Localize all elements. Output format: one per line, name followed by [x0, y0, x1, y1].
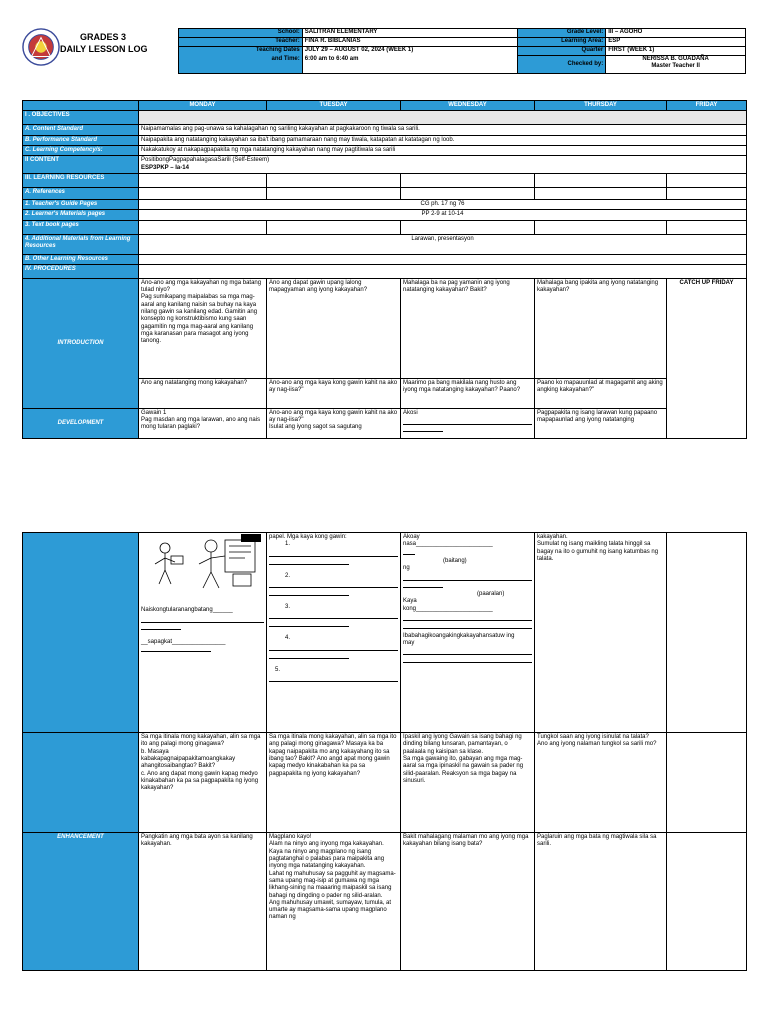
p2-wednesday-ako: Akoay — [403, 534, 420, 540]
content-label: II CONTENT — [23, 156, 139, 174]
additional-materials-value: Larawan, presentasyon — [139, 234, 747, 254]
learning-resources-label: III. LEARNING RESOURCES — [23, 173, 139, 187]
intro-monday: Ano-ano ang mga kakayahan ng mga batang tulad niyo? Pag sumikapang maipalabas sa mga mag-aaral ang kanilang naisin sa buhay na kaya nilang gawin sa kanilang edad. Gamitin ang konsepto ng konstruktibismo kung saan gagamitin ng mga mag-aaral ang kanilang mga karanasan para masagot ang iyong tanong. — [139, 278, 267, 378]
dev-monday: Gawain 1 Pag masdan ang mga larawan, ano ang nais mong tularan paglaki? — [139, 408, 267, 438]
p2-tuesday-item-5: 5. — [275, 666, 281, 673]
intro-tuesday: Ano ang dapat gawin upang lalong mapagyaman ang iyong kakayahan? — [267, 278, 401, 378]
intro-wednesday: Mahalaga ba na pag yamanin ang iyong natatanging kakayahan? Bakit? — [401, 278, 535, 378]
teaching-dates-label: Teaching Dates — [179, 47, 303, 56]
teachers-guide-value: CG ph. 17 ng 76 — [139, 199, 747, 209]
enhancement-label: ENHANCEMENT — [57, 834, 104, 840]
p2-tuesday-item-3: 3. — [285, 603, 291, 610]
p2-thursday-questions: Tungkol saan ang iyong isinulat na talata? Ano ang iyong nalaman tungkol sa sarili mo? — [535, 733, 667, 833]
school-value: SALITRAN ELEMENTARY — [302, 29, 518, 38]
p2-tuesday-intro: papel. Mga kaya kong gawin: — [269, 534, 347, 540]
introduction-label: INTRODUCTION — [57, 339, 104, 346]
page-two — [22, 532, 746, 971]
deped-seal-icon — [22, 28, 60, 66]
intro-monday-2: Ano ang natatanging mong kakayahan? — [139, 378, 267, 408]
content-code: ESP3PKP – Ia-14 — [141, 164, 189, 171]
enhancement-tuesday: Magplano kayo! Alam na ninyo ang inyong mga kakayahan. Kaya na ninyo ang magplano ng isang pagtatanghal o palabas para maipakita ang inyong mga natatanging kakayahan. Lahat ng mahuhusay sa pagguhit ay magsama-sama upang mag-isip at gumawa ng mga likhang-sining na maaaring maipaskil sa isang bahagi ng dingding o pader ng silid-aralan. Ang mahuhusay umawit, sumayaw, tumula, at umarte ay magsama-sama upang magplano naman ng — [267, 833, 401, 971]
intro-thursday-2: Paano ko mapauunlad at magagamit ang aking angking kakayahan?" — [535, 378, 667, 408]
p2-wednesday-kong: kong_______________________ — [403, 605, 493, 612]
document-header — [22, 28, 746, 92]
p2-wednesday-questions: Ipaskil ang iyong Gawain sa isang bahagi ng dinding bilang lunsaran, pamantayan, o paalaala ng kaisipan sa klase. Sa mga gawaing ito, gabayan ang mga mag-aaral sa mga ipinaskil na gawain sa pader ng silid-paaralan. Reaksyon sa mga bagay na sinusuri. — [401, 733, 535, 833]
objectives-label: I . OBJECTIVES — [23, 111, 139, 125]
teacher-label: Teacher: — [179, 38, 303, 47]
p2-monday-because: __sapagkat________________ — [141, 638, 226, 645]
school-label: School: — [179, 29, 303, 38]
p2-wednesday-may: may — [403, 640, 415, 647]
p2-tuesday-questions: Sa mga itinala mong kakayahan, alin sa mga ito ang palagi mong ginagawa? Masaya ka ba kapag naipapakita mo ang kakayahang ito sa ibang tao? Bakit? Ano angd apat mong gawin kapag medyo kinakabahan ka pa sa pagpapakita ng iyong kakayahan? — [267, 733, 401, 833]
day-header-thursday: THURSDAY — [535, 101, 667, 111]
intro-friday: CATCH UP FRIDAY — [667, 278, 747, 438]
learners-materials-label: 2. Learner's Materials pages — [23, 210, 139, 220]
additional-materials-label: 4. Additional Materials from Learning Resources — [23, 234, 139, 254]
grade-level-label: Grade Level: — [518, 29, 606, 38]
document-title: DAILY LESSON LOG — [60, 44, 148, 54]
dev-wednesday: Akosi — [403, 409, 418, 416]
content-standard-value: Naipamamalas ang pag-unawa sa kahalagahan ng sariling kakayahan at pagkakaroon ng tiwala sa sarili. — [139, 125, 747, 135]
grade-level-value: III – AGOHO — [606, 29, 746, 38]
time-label: and Time: — [179, 56, 303, 74]
checked-by-label: Checked by: — [518, 56, 606, 74]
p2-wednesday-share: Ibabahagikoangakingkakayahansatuw ing — [403, 632, 515, 639]
development-label: DEVELOPMENT — [57, 419, 104, 426]
intro-tuesday-2: Ano-ano ang mga kaya kong gawin kahit na ako ay nag-iisa?" — [267, 378, 401, 408]
teacher-value: FINA R. BIBLANIAS — [302, 38, 518, 47]
performance-standard-value: Naipapakita ang natatanging kakayahan sa iba't ibang pamamaraan nang may tiwala, katapatan at katatagan ng loob. — [139, 135, 747, 145]
teachers-guide-label: 1. Teacher's Guide Pages — [23, 199, 139, 209]
day-header-friday: FRIDAY — [667, 101, 747, 111]
p2-wednesday-kaya: Kaya — [403, 598, 417, 605]
performance-standard-label: B. Performance Standard — [23, 135, 139, 145]
content-standard-label: A. Content Standard — [23, 125, 139, 135]
references-label: A. References — [23, 187, 139, 199]
p2-thursday: kakayahan. Sumulat ng isang maikling talata hinggil sa bagay na ito o gumuhit ng isang katumbas ng talata. — [535, 533, 667, 733]
other-resources-label: B. Other Learning Resources — [23, 254, 139, 264]
p2-tuesday-item-1: 1. — [285, 541, 291, 548]
header-info-table — [178, 28, 746, 74]
checked-by-name: NERISSA B. GUADAÑA — [642, 56, 709, 62]
p2-wednesday-ng: ng — [403, 565, 410, 572]
dev-thursday: Pagpapakita ng isang larawan kung papaano mapapaunlad ang iyong natatanging — [535, 408, 667, 438]
learning-area-label: Learning Area: — [518, 38, 606, 47]
content-topic: PositibongPagpapahalagasaSarili (Self-Esteem) — [141, 157, 270, 164]
intro-wednesday-2: Maarimo pa bang makilala nang husto ang iyong mga natatanging kakayahan? Paano? — [401, 378, 535, 408]
time-value: 6:00 am to 6:40 am — [302, 56, 518, 74]
day-header-monday: MONDAY — [139, 101, 267, 111]
intro-thursday: Mahalaga bang ipakita ang iyong natatanging kakayahan? — [535, 278, 667, 378]
learning-competency-value: Nakakatukoy at nakapagpapakita ng mga natatanging kakayahan nang may pagtitiwala sa sarili — [139, 145, 747, 155]
dev-tuesday: Ano-ano ang mga kaya kong gawin kahit na ako ay nag-iisa?" Isulat ang iyong sagot sa sagutang — [267, 408, 401, 438]
p2-wednesday-paaralan: (paaralan) — [477, 590, 505, 597]
lesson-table-page-two — [22, 532, 747, 971]
textbook-pages-label: 3. Text book pages — [23, 220, 139, 234]
learners-materials-value: PP 2-9 at 10-14 — [139, 210, 747, 220]
children-activity-illustration — [141, 534, 265, 594]
p2-tuesday-item-2: 2. — [285, 572, 291, 579]
p2-tuesday-item-4: 4. — [285, 635, 291, 642]
quarter-value: FIRST (WEEK 1) — [606, 47, 746, 56]
enhancement-thursday: Paglaruin ang mga bata ng magtiwala sila sa sarili. — [535, 833, 667, 971]
learning-area-value: ESP — [606, 38, 746, 47]
p2-wednesday-nasa: nasa_______________________ — [403, 541, 493, 548]
page-one — [22, 28, 746, 439]
lesson-table-page-one — [22, 100, 747, 439]
enhancement-monday: Pangkatin ang mga bata ayon sa kanilang kakayahan. — [139, 833, 267, 971]
p2-monday-prompt: Naiskongtularanangbatang______ — [141, 607, 233, 614]
p2-wednesday-baitang: (baitang) — [443, 557, 467, 564]
day-header-wednesday: WEDNESDAY — [401, 101, 535, 111]
enhancement-wednesday: Bakit mahalagang malaman mo ang iyong mga kakayahan bilang isang bata? — [401, 833, 535, 971]
day-header-tuesday: TUESDAY — [267, 101, 401, 111]
p2-monday-questions: Sa mga itinala mong kakayahan, alin sa mga ito ang palagi mong ginagawa? b. Masaya kabakapagnaipapakitamoangkakay ahangitosaibangtao? Bakit? c. Ano ang dapat mong gawin kapag medyo kinakabahan ka pa sa pagpapakita ng iyong kakayahan? — [139, 733, 267, 833]
quarter-label: Quarter — [518, 47, 606, 56]
grades-label: GRADES 3 — [80, 32, 127, 42]
learning-competency-label: C. Learning Competency/s: — [23, 145, 139, 155]
teaching-dates-value: JULY 29 – AUGUST 02, 2024 (WEEK 1) — [302, 47, 518, 56]
checked-by-title: Master Teacher II — [651, 63, 700, 70]
procedures-label: IV. PROCEDURES — [23, 264, 139, 278]
